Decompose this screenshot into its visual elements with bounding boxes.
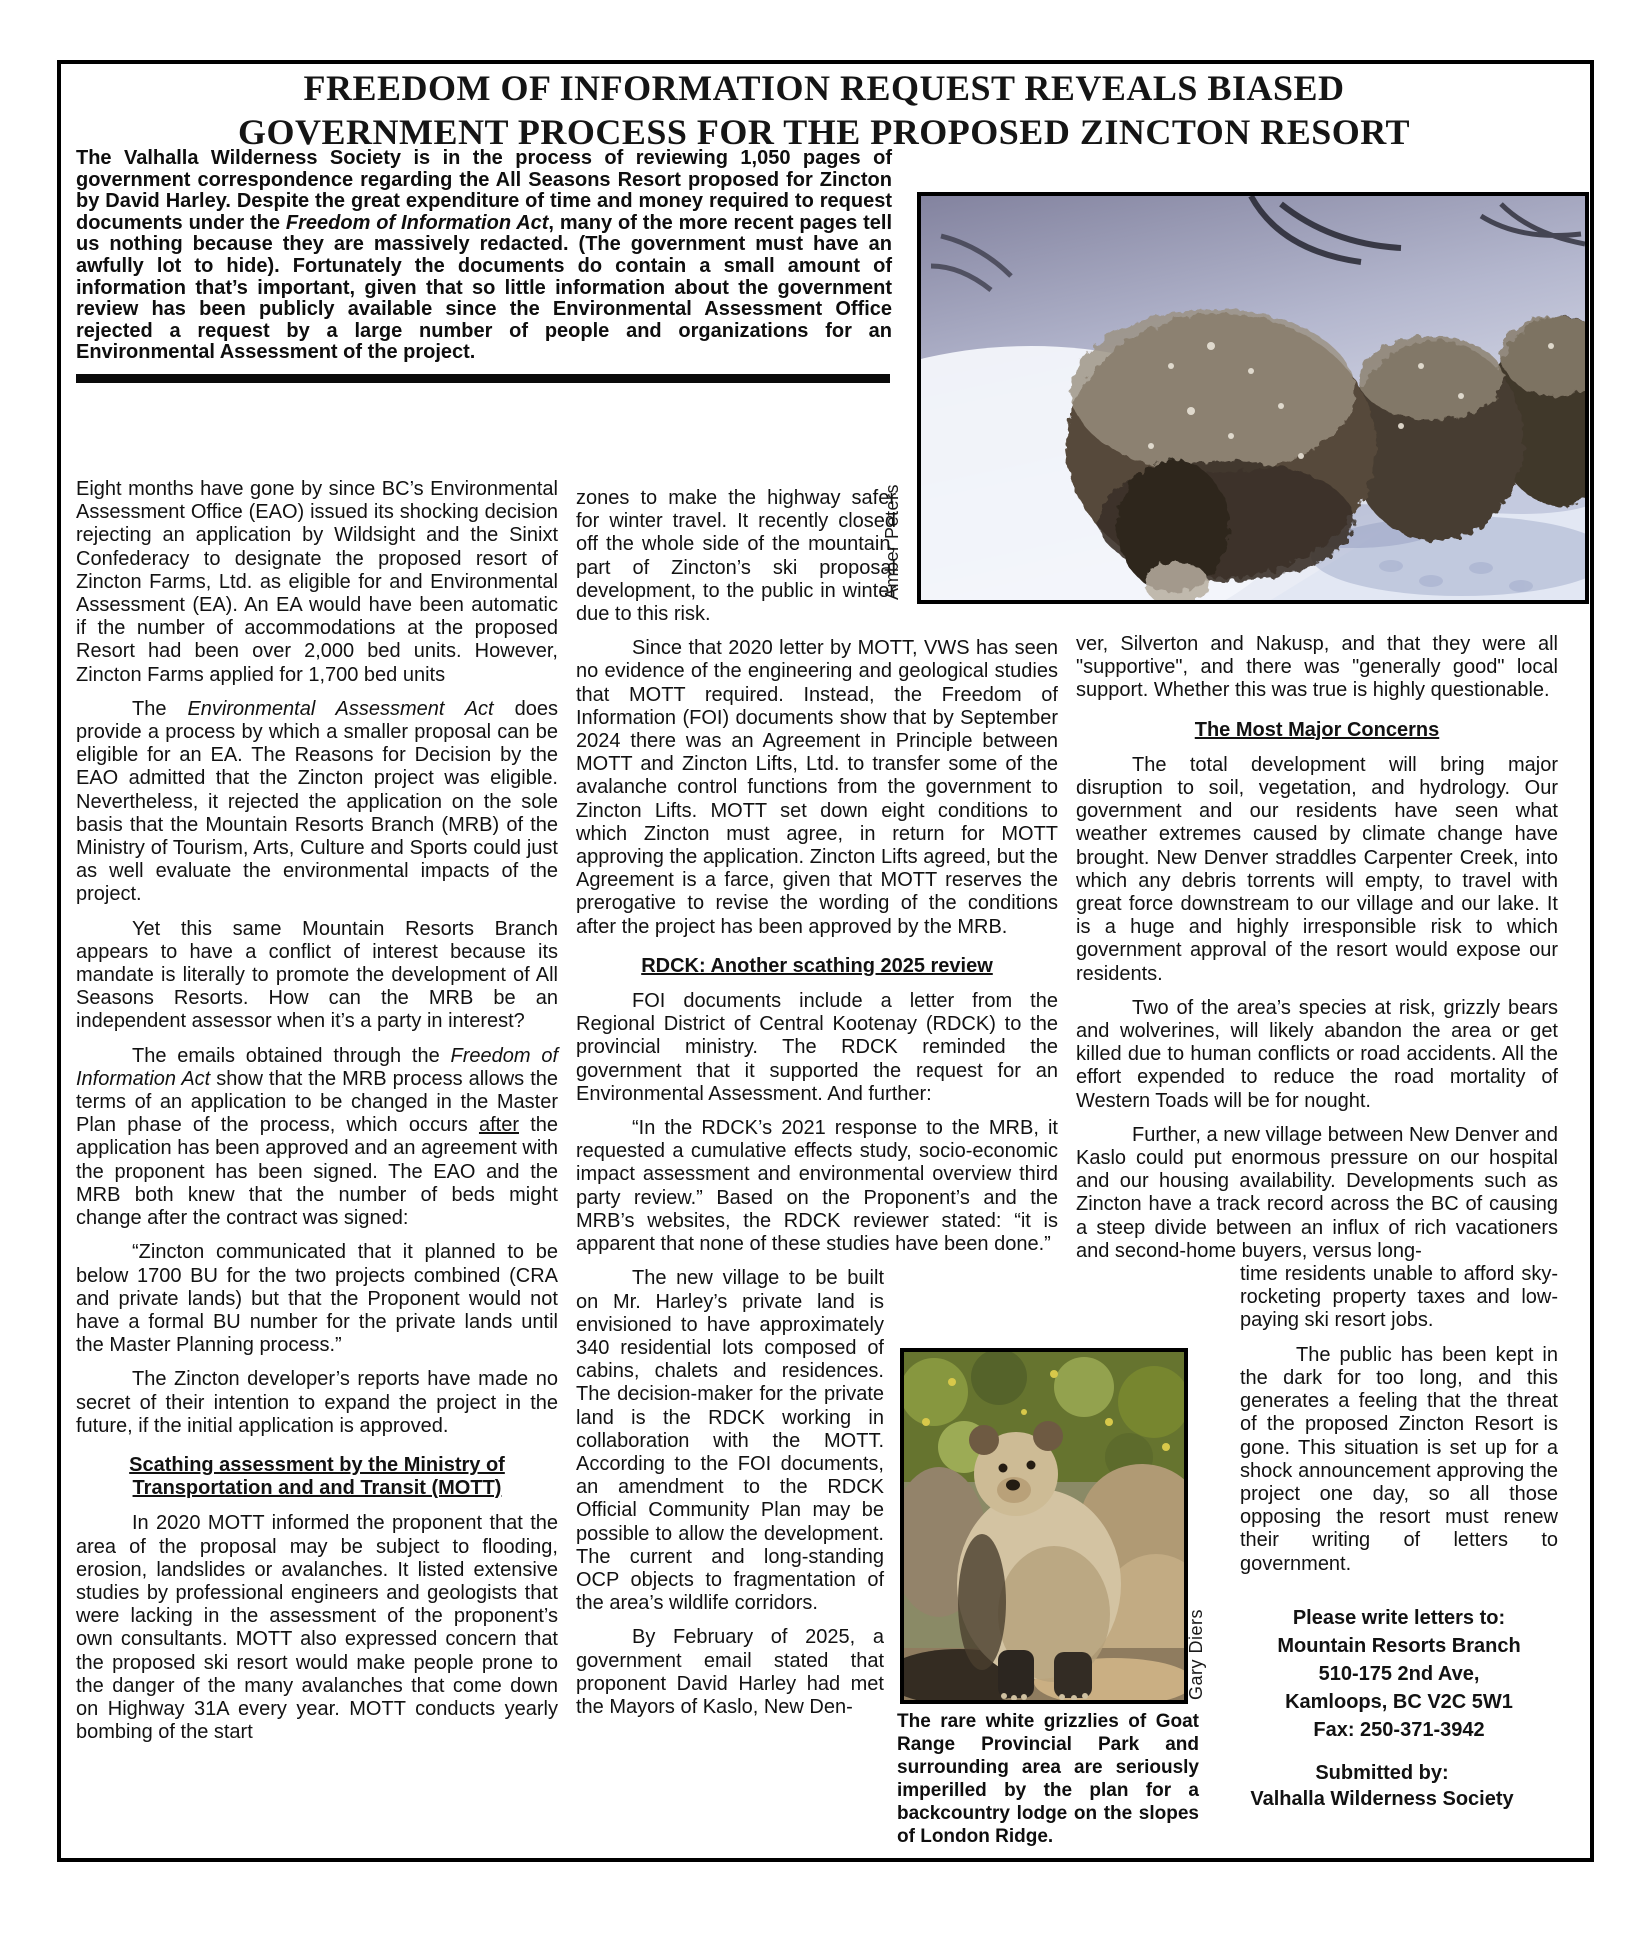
submitted-block — [1206, 1760, 1558, 1812]
paragraph: FOI documents include a letter from the Regional District of Central Kootenay (RDCK) to the provincial ministry. The RDCK reminded the government that it supported the request for an Environmental Assessment. And further: — [576, 990, 1058, 1105]
quote-paragraph: “In the RDCK’s 2021 response to the MRB, it requested a cumulative effects study, socio-economic impact assessment and environmental overview third party review.” Based on the Proponent’s and the MRB’s websites, the RDCK reviewer stated: “it is apparent that none of these studies have been done.” — [576, 1117, 1058, 1256]
contact-address: 510-175 2nd Ave, — [1318, 1662, 1480, 1685]
intro-text-end: , many of the more recent pages tell us nothing because they are massively redacted. (The government must have an awfully lot to hide). Fortunately the documents do contain a small amount of information that’s important, given that so little information about the government review has been publicly available since the Environmental Assessment Office rejected a request by a large number of people and organizations for an Environmental Assessment of the project. — [76, 211, 892, 364]
underlined-word: after — [478, 1114, 519, 1137]
contact-line: Please write letters to: — [1292, 1606, 1506, 1629]
paragraph: Further, a new village between New Denver and Kaslo could put enormous pressure on our hospital and our housing availability. Developments such as Zincton have a track record across the BC of causing a steep divide between an influx of rich vacationers and second-home buyers, versus long- — [1076, 1123, 1558, 1262]
white-grizzly-photo — [900, 1348, 1188, 1704]
contact-fax: Fax: 250-371-3942 — [1313, 1718, 1485, 1741]
section-heading-rdck — [576, 955, 1058, 978]
submitted-org: Valhalla Wilderness Society — [1250, 1787, 1514, 1810]
photo-credit-gary-diers: Gary Diers — [1186, 1608, 1206, 1700]
page-title-line2: GOVERNMENT PROCESS FOR THE PROPOSED ZINCTON RESORT — [238, 112, 1410, 152]
paragraph: The new village to be built on Mr. Harley’s private land is envisioned to have approximately 340 residential lots composed of cabins, chalets and residences. The decision-maker for the private land is the RDCK working in collaboration with the MOTT. According to the FOI documents, an amendment to the RDCK Official Community Plan may be possible to allow the development. The current and long-standing OCP objects to fragmentation of the area’s wildlife corridors. — [576, 1267, 884, 1615]
contact-block — [1240, 1604, 1558, 1744]
text-segment: The — [132, 697, 188, 720]
intro-paragraph — [76, 148, 892, 364]
submitted-label: Submitted by: — [1315, 1761, 1449, 1784]
intro-text: The Valhalla Wilderness Society is in the process of reviewing 1,050 pages of government correspondence regarding the All Seasons Resort proposed for Zincton by David Harley. Despite the great expenditure of time and money required to request documents under the — [76, 147, 892, 234]
paragraph: The total development will bring major disruption to soil, vegetation, and hydrology. Our government and our residents have seen what weather extremes caused by climate change have brought. New Denver straddles Carpenter Creek, into which any debris torrents will empty, to travel with great force downstream to our village and our lake. It is a huge and highly irresponsible risk to which government approval of the resort would expose our residents. — [1076, 753, 1558, 985]
section-heading-mott — [76, 1454, 558, 1500]
quote-paragraph: “Zincton communicated that it planned to be below 1700 BU for the two projects combined (CRA and private lands) but that the Proponent would not have a formal BU number for the private lands until the Master Planning process.” — [76, 1241, 558, 1357]
paragraph: By February of 2025, a government email stated that proponent David Harley had met the Mayors of Kaslo, New Den- — [576, 1626, 884, 1718]
page-title-line1: FREEDOM OF INFORMATION REQUEST REVEALS BIASED — [303, 68, 1345, 108]
paragraph: In 2020 MOTT informed the proponent that the area of the proposal may be subject to flooding, erosion, landslides or avalanches. It listed extensive studies by professional engineers and geologists that were lacking in the assessment of the proponent’s own consultants. MOTT also expressed concern that the proposed ski resort would make people prone to the danger of the many avalanches that come down on Highway 31A every year. MOTT conducts yearly bombing of the start — [76, 1512, 558, 1744]
text-segment: the application has been approved and an agreement with the proponent has been signed. The EAO and the MRB both knew that the number of beds might change after the contract was signed: — [76, 1114, 558, 1230]
page-title — [80, 66, 1568, 154]
intro-act-italic: Freedom of Information Act — [285, 211, 549, 234]
heading-text: The Most Major Concerns — [1194, 718, 1440, 741]
photo-caption: The rare white grizzlies of Goat Range Provincial Park and surrounding area are seriously imperilled by the plan for a backcountry lodge on the slopes of London Ridge. — [897, 1711, 1199, 1847]
paragraph — [76, 698, 558, 907]
contact-city: Kamloops, BC V2C 5W1 — [1285, 1690, 1513, 1713]
paragraph: Since that 2020 letter by MOTT, VWS has seen no evidence of the engineering and geological studies that MOTT required. Instead, the Freedom of Information (FOI) documents show that by September 2024 there was an Agreement in Principle between MOTT and Zincton Lifts, Ltd. to transfer some of the avalanche control functions from the government to Zincton Lifts. MOTT set down eight conditions to which Zincton must agree, in return for MOTT approving the application. Zincton Lifts agreed, but the Agreement is a farce, given that MOTT reserves the prerogative to revise the wording of the conditions after the project has been approved by the MRB. — [576, 637, 1058, 938]
column-1 — [76, 478, 558, 1755]
paragraph: The Zincton developer’s reports have made no secret of their intention to expand the project in the future, if the initial application is approved. — [76, 1368, 558, 1437]
heading-text: Scathing assessment by the Ministry of Transportation and and Transit (MOTT) — [129, 1453, 505, 1500]
paragraph: Yet this same Mountain Resorts Branch appears to have a conflict of interest because its mandate is literally to promote the development of All Seasons Resorts. How can the MRB be an independent assessor when it’s a party in interest? — [76, 917, 558, 1033]
paragraph: zones to make the highway safer for winter travel. It recently closed off the whole side of the mountain, part of Zincton’s ski proposal development, to the public in winter due to this risk. — [576, 487, 896, 626]
contact-org: Mountain Resorts Branch — [1277, 1634, 1521, 1657]
act-italic: Freedom of Information Act — [76, 1044, 558, 1090]
text-segment: The emails obtained through the — [132, 1044, 451, 1067]
paragraph: Two of the area’s species at risk, grizzly bears and wolverines, will likely abandon the area or get killed due to human conflicts or road accidents. All the effort expended to reduce the road mortality of Western Toads will be for nought. — [1076, 996, 1558, 1112]
paragraph-continued: time residents unable to afford sky-rocketing property taxes and low-paying ski resort jobs. — [1240, 1263, 1558, 1332]
paragraph: The public has been kept in the dark for too long, and this generates a feeling that the threat of the proposed Zincton Resort is gone. This situation is set up for a shock announcement approving the project one day, so all those opposing the resort must renew their writing of letters to government. — [1240, 1343, 1558, 1575]
text-segment: show that the MRB process allows the terms of an application to be changed in the Master Plan phase of the process, which occurs — [76, 1067, 558, 1137]
paragraph — [76, 1045, 558, 1231]
photo-credit-amber-peters: Amber Peters — [882, 483, 902, 600]
act-italic: Environmental Assessment Act — [187, 697, 494, 720]
heading-text: RDCK: Another scathing 2025 review — [641, 954, 993, 977]
divider-rule — [76, 374, 890, 383]
section-heading-concerns — [1076, 719, 1558, 742]
paragraph: Eight months have gone by since BC’s Environmental Assessment Office (EAO) issued its shocking decision rejecting an application by Wildsight and the Sinixt Confederacy to designate the proposed resort of Zincton Farms, Ltd. as eligible for and Environmental Assessment (EA). An EA would have been automatic if the number of accommodations at the proposed Resort had been over 2,000 bed units. However, Zincton Farms applied for 1,700 bed units — [76, 478, 558, 686]
text-segment: does provide a process by which a smaller proposal can be eligible for an EA. The Reasons for Decision by the EAO admitted that the Zincton project was eligible. Nevertheless, it rejected the application on the sole basis that the Mountain Resorts Branch (MRB) of the Ministry of Tourism, Arts, Culture and Sports could just as well evaluate the environmental impacts of the project. — [76, 697, 558, 906]
paragraph: ver, Silverton and Nakusp, and that they were all "supportive", and there was "generally good" local support. Whether this was true is highly questionable. — [1076, 633, 1558, 702]
white-grizzly-illustration — [904, 1352, 1184, 1700]
